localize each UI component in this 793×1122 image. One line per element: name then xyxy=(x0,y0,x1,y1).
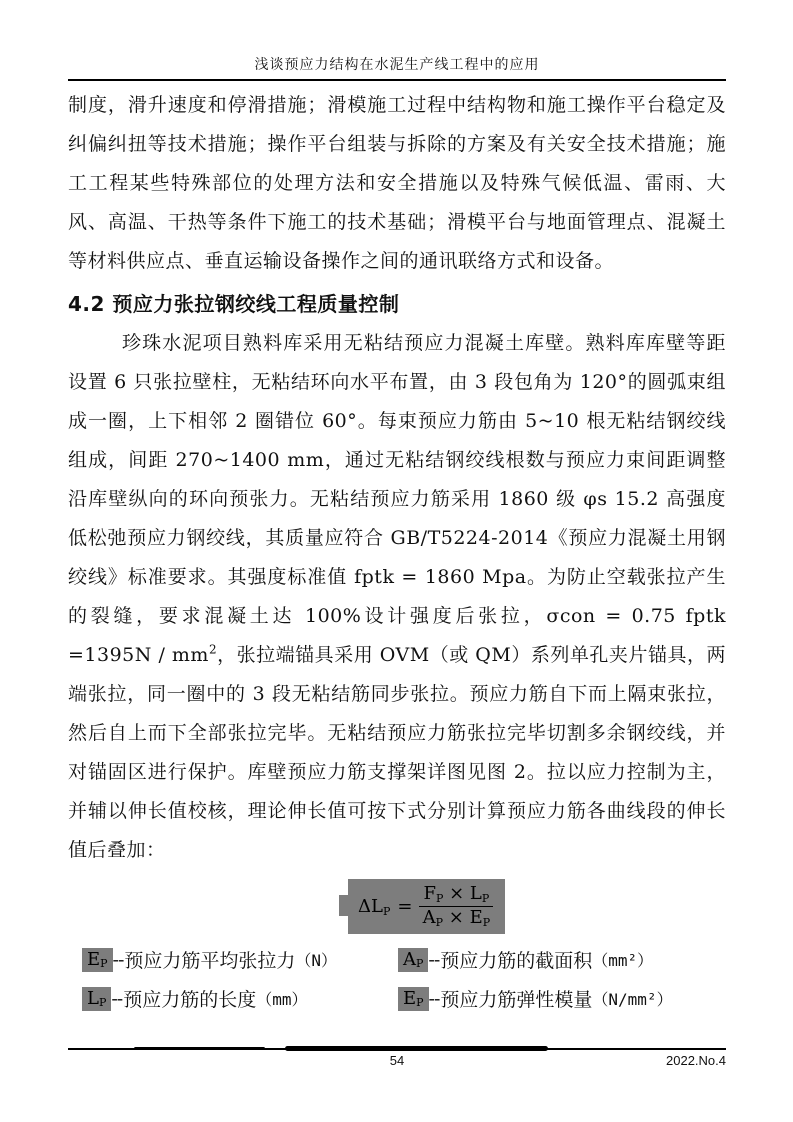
footer-rule-thick-segment xyxy=(285,1046,548,1051)
definition-description: 预应力筋弹性模量 xyxy=(440,989,593,1012)
formula-lhs xyxy=(358,896,390,917)
definition-unit: （mm） xyxy=(256,990,308,1010)
symbol-chip xyxy=(82,948,113,972)
paragraph-main-part1: 珍珠水泥项目熟料库采用无粘结预应力混凝土库壁。熟料库库壁等距设置 6 只张拉壁柱，无粘结环向水平布置，由 3 段包角为 120°的圆弧束组成一圈，上下相邻 2 圈错位 60°。每束预应力筋由 5~10 根无粘结钢绞线组成，间距 270~1400 mm，通过无粘结钢绞线根数与预应力束间距调整沿库壁纵向的环向预张力。无粘结预应力筋采用 1860 级 φs 15.2 高强度低松弛预应力钢绞线，其质量应符合 GB/T5224-2014《预应力混凝土用钢绞线》标准要求。其强度标准值 fptk = 1860 Mpa。为防止空载张拉产生的裂缝，要求混凝土达 100%设计强度后张拉，σcon = 0.75 fptk =1395N / mm xyxy=(68,332,726,666)
symbol-subscript: P xyxy=(100,956,108,970)
definition-description: 预应力筋平均张拉力 xyxy=(124,950,296,973)
symbol-base: L xyxy=(87,987,99,1009)
paragraph-continuation: 制度，滑升速度和停滑措施；滑模施工过程中结构物和施工操作平台稳定及纠偏纠扭等技术措施；操作平台组装与拆除的方案及有关安全技术措施；施工工程某些特殊部位的处理方法和安全措施以及特殊气候低温、雷雨、大风、高温、干热等条件下施工的技术基础；滑模平台与地面管理点、混凝土等材料供应点、垂直运输设备操作之间的通讯联络方式和设备。 xyxy=(68,94,726,272)
denominator-operator: × xyxy=(448,906,464,928)
formula-block xyxy=(348,879,505,934)
formula-denominator xyxy=(423,907,491,929)
definition-description: 预应力筋的截面积 xyxy=(440,950,593,973)
denominator-sub2: P xyxy=(482,915,491,929)
symbol-chip xyxy=(398,987,429,1011)
symbol-base: E xyxy=(87,948,101,970)
formula-numerator xyxy=(419,884,493,907)
symbol-chip xyxy=(82,987,111,1011)
paragraph-main xyxy=(68,324,726,870)
formula-lhs-base: ΔL xyxy=(358,895,383,917)
symbol-subscript: P xyxy=(416,956,424,970)
definition-description: 预应力筋的长度 xyxy=(123,989,257,1012)
definition-unit: （N） xyxy=(295,951,338,971)
symbol-base: E xyxy=(403,987,417,1009)
running-title: 浅谈预应力结构在水泥生产线工程中的应用 xyxy=(254,57,540,73)
formula-equals-sign: = xyxy=(397,895,413,917)
numerator-term1: F xyxy=(423,883,436,904)
definition-separator: -- xyxy=(428,948,440,971)
definition-separator: -- xyxy=(428,987,440,1010)
footer-rule xyxy=(68,1046,726,1052)
symbol-base: A xyxy=(403,948,416,970)
definition-unit: （mm²） xyxy=(592,951,654,971)
page-footer xyxy=(68,1046,726,1073)
definition-item xyxy=(82,985,398,1012)
formula-lhs-subscript: P xyxy=(382,904,391,918)
numerator-operator: × xyxy=(449,883,465,904)
numerator-sub1: P xyxy=(435,892,444,905)
issue-label: 2022.No.4 xyxy=(666,1053,726,1068)
running-header xyxy=(68,54,726,81)
footer-rule-thick-segment xyxy=(134,1047,266,1050)
denominator-term2: E xyxy=(469,906,483,928)
symbol-definitions xyxy=(82,946,726,1012)
paragraph-main-part2: ，张拉端锚具采用 OVM（或 QM）系列单孔夹片锚具，两端张拉，同一圈中的 3 段无粘结筋同步张拉。预应力筋自下而上隔束张拉，然后自上而下全部张拉完毕。无粘结预应力筋张拉完毕切割多余钢绞线，并对锚固区进行保护。库壁预应力筋支撑架详图见图 2。拉以应力控制为主，并辅以伸长值校核，理论伸长值可按下式分别计算预应力筋各曲线段的伸长值后叠加： xyxy=(68,644,726,861)
symbol-subscript: P xyxy=(98,995,107,1009)
section-heading: 4.2 预应力张拉钢绞线工程质量控制 xyxy=(68,292,400,316)
denominator-sub1: P xyxy=(435,915,444,929)
definition-separator: -- xyxy=(111,987,123,1010)
formula-fraction xyxy=(419,884,493,928)
numerator-sub2: P xyxy=(481,892,490,905)
numerator-term2: L xyxy=(469,883,482,904)
denominator-term1: A xyxy=(422,906,436,928)
definition-unit: （N/mm²） xyxy=(592,990,673,1010)
formula-wrap xyxy=(348,879,726,934)
paragraph-main-superscript: 2 xyxy=(208,642,218,657)
page-number: 54 xyxy=(389,1053,405,1068)
definition-item xyxy=(82,946,398,973)
footer-row xyxy=(68,1053,726,1073)
definition-separator: -- xyxy=(112,948,124,971)
definition-item xyxy=(398,946,726,973)
symbol-subscript: P xyxy=(416,995,424,1009)
definition-item xyxy=(398,985,726,1012)
symbol-chip xyxy=(398,948,428,972)
